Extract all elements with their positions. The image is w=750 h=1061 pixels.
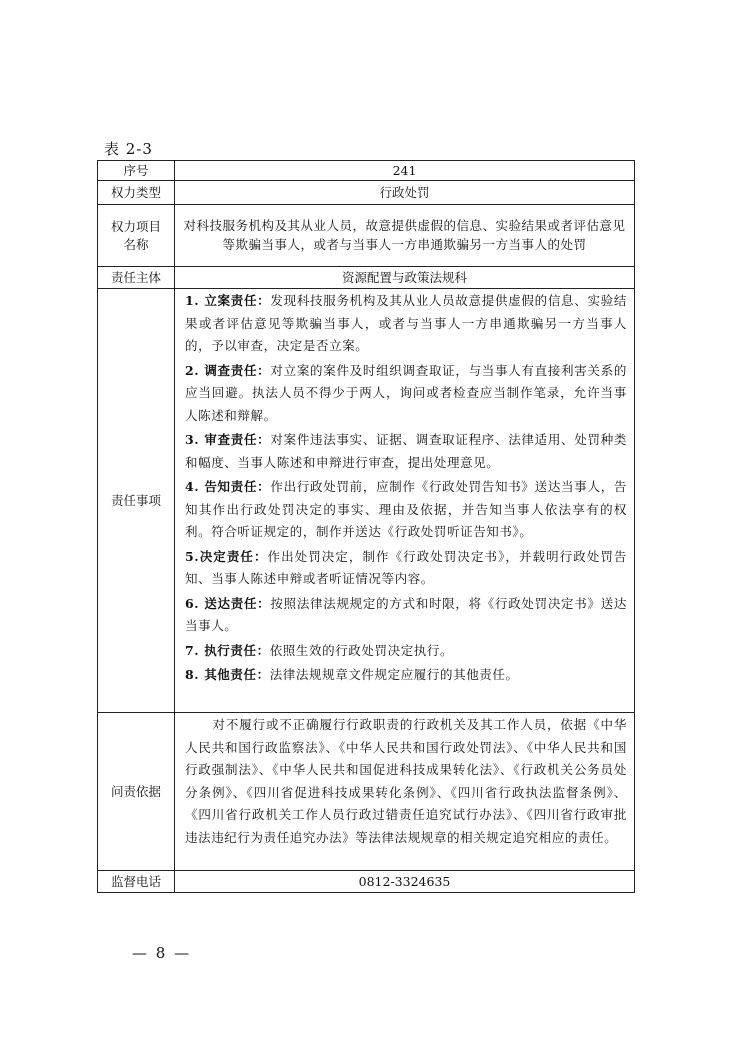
duties-cell bbox=[175, 289, 635, 713]
row-phone bbox=[98, 871, 635, 893]
subject-value: 资源配置与政策法规科 bbox=[175, 267, 635, 289]
item-label bbox=[98, 205, 175, 267]
duties-label: 责任事项 bbox=[98, 289, 175, 713]
row-basis bbox=[98, 713, 635, 871]
duty-title-6: 6. 送达责任： bbox=[185, 595, 271, 611]
basis-cell bbox=[175, 713, 635, 871]
item-label-line2: 名称 bbox=[123, 236, 149, 252]
duty-item-3 bbox=[175, 428, 634, 475]
type-label: 权力类型 bbox=[98, 181, 175, 205]
row-item bbox=[98, 205, 635, 267]
duty-title-8: 8. 其他责任： bbox=[185, 667, 270, 682]
duty-text-7: 依照生效的行政处罚决定执行。 bbox=[269, 642, 454, 658]
phone-label: 监督电话 bbox=[98, 871, 175, 893]
duty-text-2: 对立案的案件及时组织调查取证，与当事人有直接利害关系的应当回避。执法人员不得少于两人，询问或者检查应当制作笔录，允许当事人陈述和辩解。 bbox=[185, 362, 628, 423]
item-label-line1: 权力项目 bbox=[110, 218, 161, 234]
duty-text-1: 发现科技服务机构及其从业人员故意提供虚假的信息、实验结果或者评估意见等欺骗当事人，或者与当事人一方串通欺骗另一方当事人的，予以审查，决定是否立案。 bbox=[185, 293, 628, 353]
row-seq bbox=[98, 161, 635, 181]
duty-text-5: 作出处罚决定，制作《行政处罚决定书》，并载明行政处罚告知、当事人陈述申辩或者听证情况等内容。 bbox=[185, 548, 628, 586]
duty-item-8 bbox=[175, 663, 634, 688]
duty-text-4: 作出行政处罚前，应制作《行政处罚告知书》送达当事人，告知其作出行政处罚决定的事实、理由及依据，并告知当事人依法享有的权利。符合听证规定的，制作并送达《行政处罚听证告知书》。 bbox=[185, 479, 628, 539]
duty-item-6 bbox=[175, 592, 634, 639]
power-list-table bbox=[97, 160, 635, 893]
duty-item-4 bbox=[175, 475, 634, 545]
duty-item-2 bbox=[175, 359, 634, 429]
seq-value: 241 bbox=[175, 161, 635, 181]
duty-item-7 bbox=[175, 639, 634, 664]
duty-item-5 bbox=[175, 545, 634, 592]
duty-text-6: 按照法律法规规定的方式和时限，将《行政处罚决定书》送达当事人。 bbox=[185, 595, 628, 633]
duty-title-4: 4. 告知责任： bbox=[185, 479, 271, 494]
basis-text: 对不履行或不正确履行行政职责的行政机关及其工作人员，依据《中华人民共和国行政监察法》、《中华人民共和国行政处罚法》、《中华人民共和国行政强制法》、《中华人民共和国促进科技成果转化法》、《行政机关公务员处分条例》、《四川省促进科技成果转化条例》、《四川省行政执法监督条例》、《四川省行政机关工作人员行政过错责任追究试行办法》、《四川省行政审批违法违纪行为责任追究办法》等法律法规规章的相关规定追究相应的责任。 bbox=[185, 717, 627, 845]
type-value: 行政处罚 bbox=[175, 181, 635, 205]
duty-text-8: 法律法规规章文件规定应履行的其他责任。 bbox=[269, 667, 519, 682]
item-value: 对科技服务机构及其从业人员，故意提供虚假的信息、实验结果或者评估意见等欺骗当事人，或者与当事人一方串通欺骗另一方当事人的处罚 bbox=[183, 218, 626, 252]
basis-label: 问责依据 bbox=[98, 713, 175, 871]
table-label: 表 2-3 bbox=[104, 140, 153, 158]
item-value-cell bbox=[175, 205, 635, 267]
duty-title-1: 1. 立案责任： bbox=[185, 293, 271, 308]
phone-value: 0812-3324635 bbox=[175, 871, 635, 893]
duty-text-3: 对案件违法事实、证据、调查取证程序、法律适用、处罚种类和幅度、当事人陈述和申辩进行审查，提出处理意见。 bbox=[185, 432, 628, 470]
duty-title-2: 2. 调查责任： bbox=[185, 362, 271, 378]
duty-title-5: 5.决定责任： bbox=[185, 548, 268, 564]
subject-label: 责任主体 bbox=[98, 267, 175, 289]
row-subject bbox=[98, 267, 635, 289]
seq-label: 序号 bbox=[98, 161, 175, 181]
duty-title-7: 7. 执行责任： bbox=[185, 642, 270, 658]
duty-title-3: 3. 审查责任： bbox=[185, 432, 271, 447]
page-number: — 8 — bbox=[132, 944, 192, 962]
row-type bbox=[98, 181, 635, 205]
row-duties bbox=[98, 289, 635, 713]
duty-item-1 bbox=[175, 289, 634, 359]
